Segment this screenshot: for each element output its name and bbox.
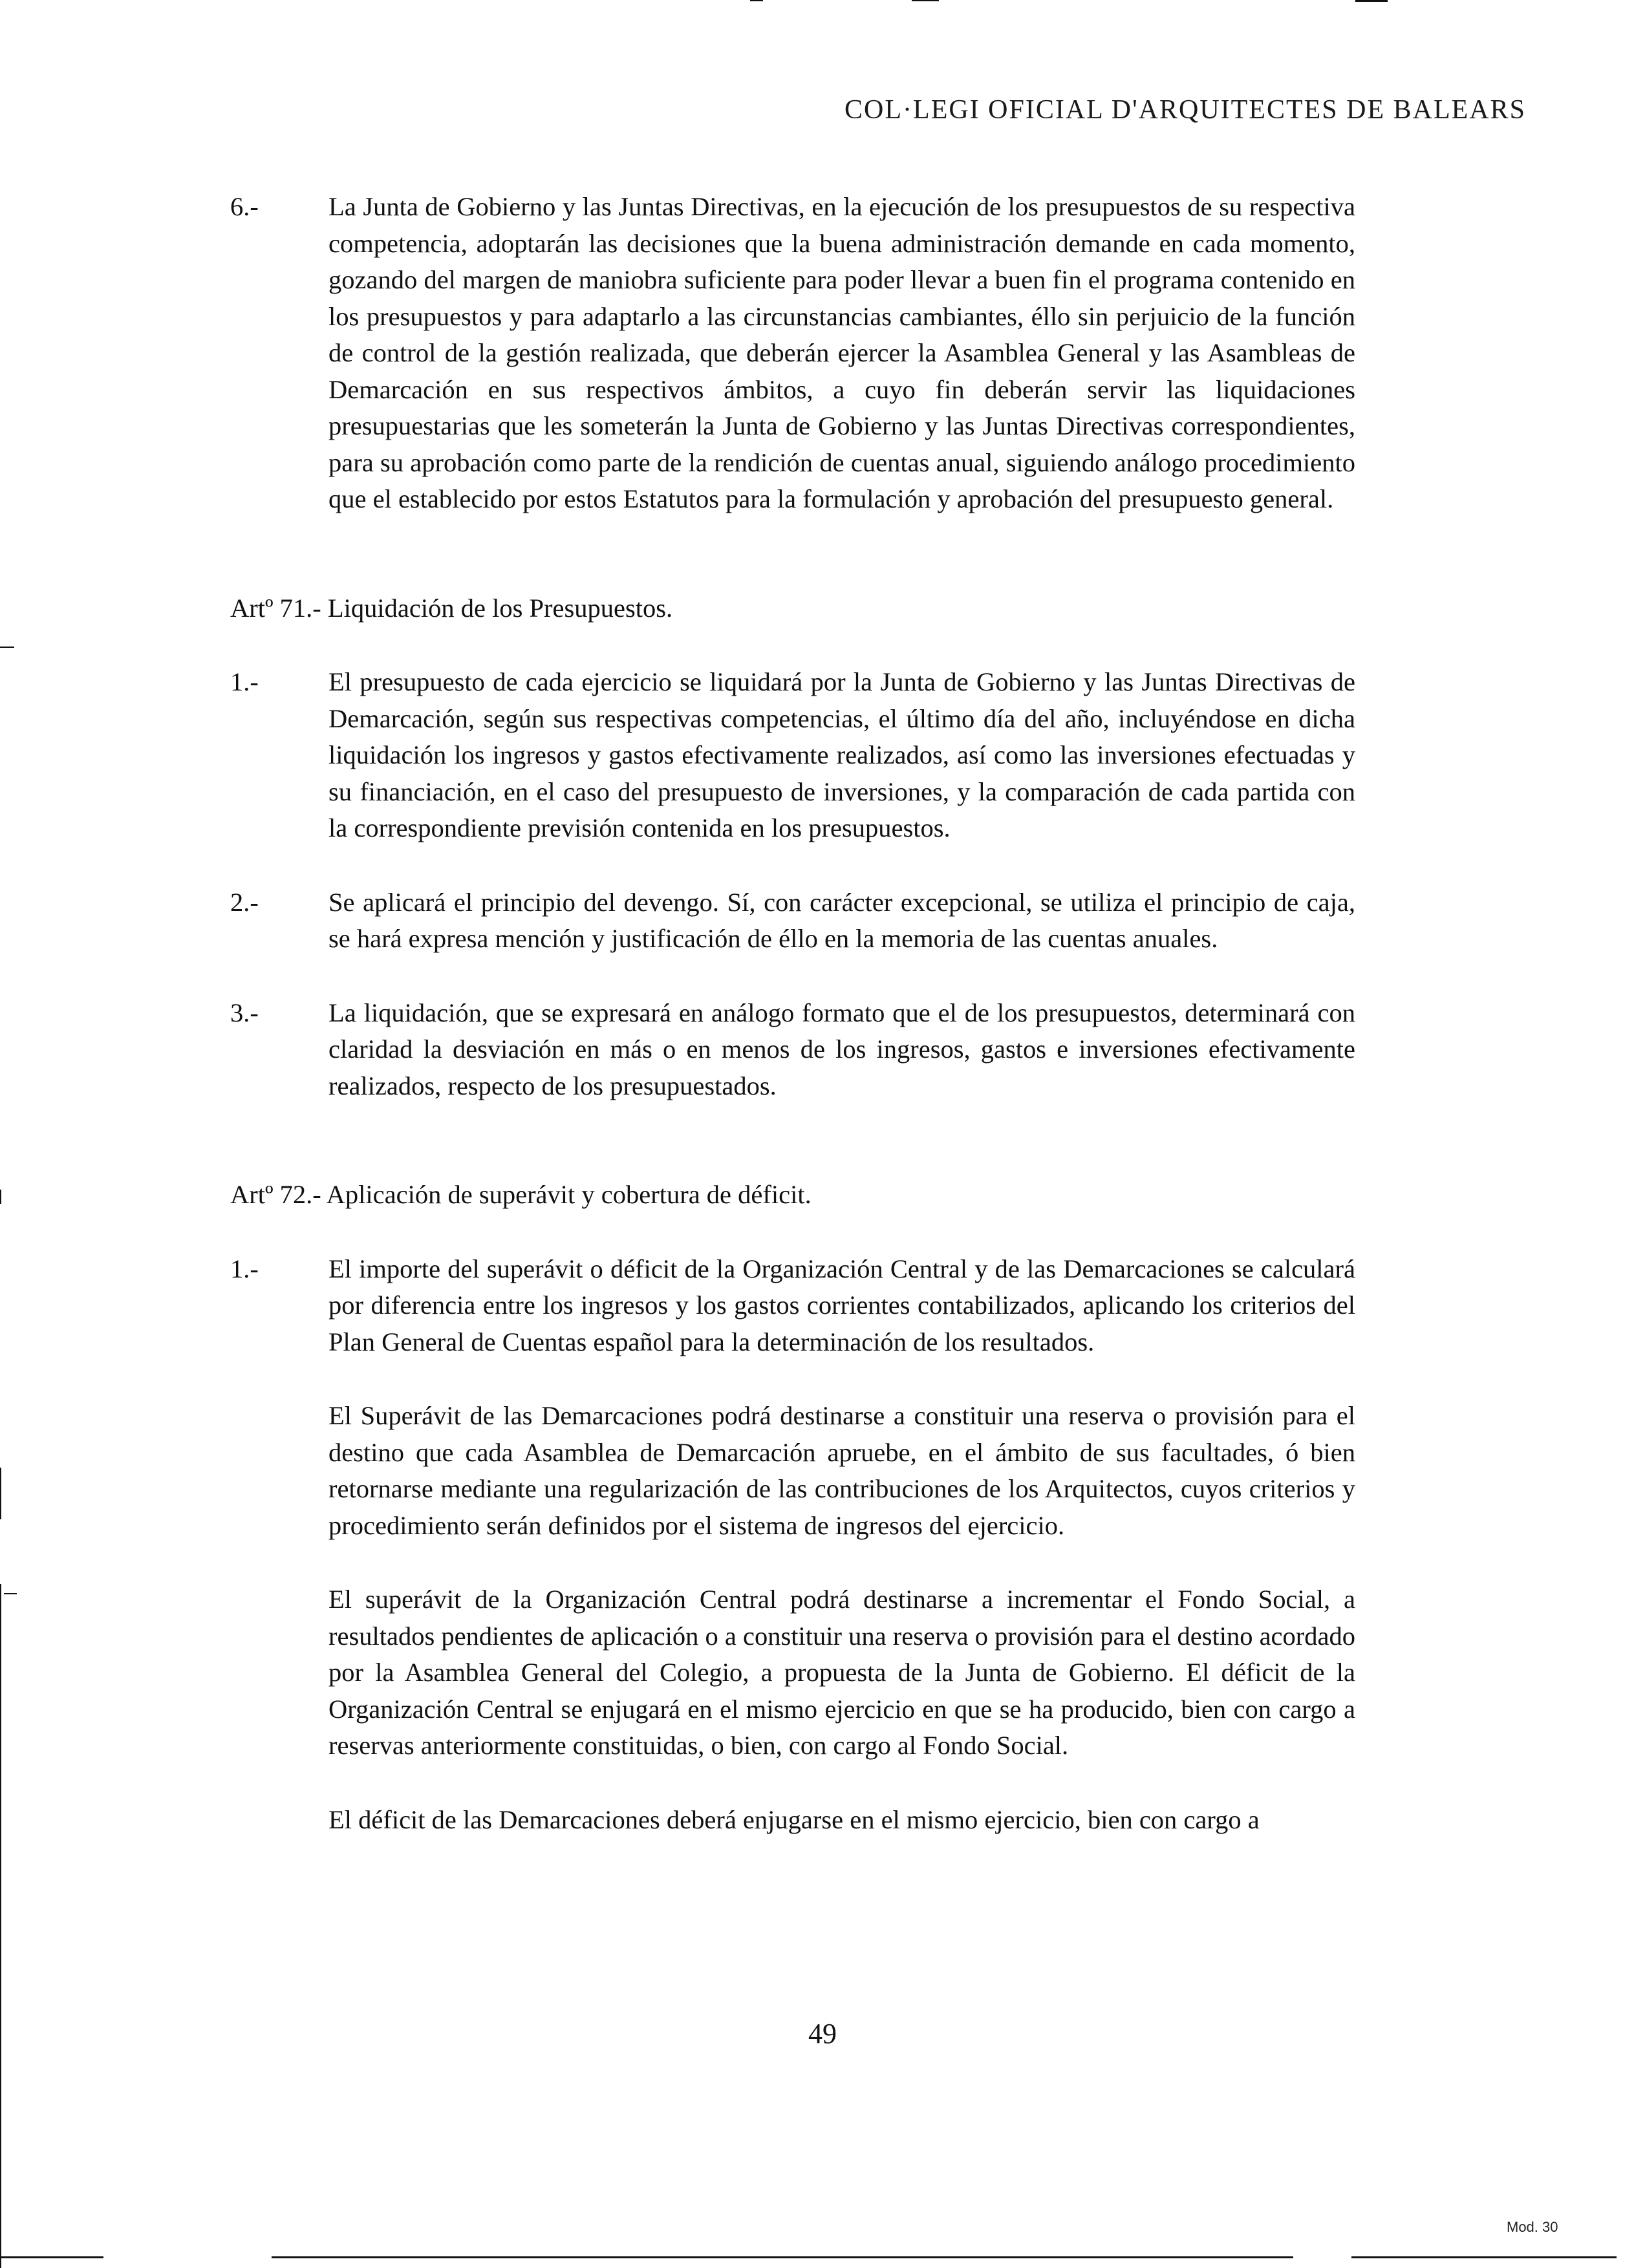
footer-rule: [272, 2256, 1293, 2258]
item-number: 1.-: [230, 667, 259, 696]
article71-item-3: [230, 995, 1355, 1105]
article72-title: Artº 72.- Aplicación de superávit y cobertura de déficit.: [230, 1180, 812, 1209]
article71-item-2: [230, 884, 1355, 957]
item-number: 3.-: [230, 998, 259, 1027]
article72-item-1: [230, 1251, 1355, 1361]
margin-mark: [0, 1468, 1, 1519]
page-number: 49: [808, 2018, 837, 2049]
article72-paragraph: El Superávit de las Demarcaciones podrá destinarse a constituir una reserva o provisión para el destino que cada Asamblea de Demarcación apruebe, en el ámbito de sus facultades, ó bien retornarse mediante una regularización de las contribuciones de los Arquitectos, cuyos criterios y procedimiento serán definidos por el sistema de ingresos del ejercicio.: [328, 1401, 1355, 1540]
scan-edge-mark-top: [912, 0, 939, 1]
margin-mark: [0, 1584, 1, 2268]
item-number: 6.-: [230, 192, 259, 221]
footer-rule: [0, 2256, 103, 2258]
margin-mark: [0, 1190, 1, 1204]
margin-mark: [4, 1593, 17, 1594]
article72-paragraph: El superávit de la Organización Central podrá destinarse a incrementar el Fondo Social, a resultados pendientes de aplicación o a constituir una reserva o provisión para el destino acordado por la Asamblea General del Colegio, a propuesta de la Junta de Gobierno. El déficit de la Organización Central se enjugará en el mismo ejercicio en que se ha producido, bien con cargo a reservas anteriormente constituidas, o bien, con cargo al Fondo Social.: [328, 1585, 1355, 1760]
item-text: La liquidación, que se expresará en análogo formato que el de los presupuestos, determinará con claridad la desviación en más o en menos de los ingresos, gastos e inversiones efectivamente realizados, respecto de los presupuestados.: [328, 998, 1355, 1100]
scan-edge-mark-top: [750, 0, 763, 1]
footer-rule: [1351, 2256, 1617, 2258]
document-body: [230, 189, 1355, 1838]
item-text: Se aplicará el principio del devengo. Sí, con carácter excepcional, se utiliza el principio de caja, se hará expresa mención y justificación de éllo en la memoria de las cuentas anuales.: [328, 887, 1355, 953]
article71-title: Artº 71.- Liquidación de los Presupuestos.: [230, 593, 673, 623]
article71-item-1: [230, 664, 1355, 847]
institution-header: COL·LEGI OFICIAL D'ARQUITECTES DE BALEARS: [844, 95, 1526, 125]
article72-paragraph: El déficit de las Demarcaciones deberá enjugarse en el mismo ejercicio, bien con cargo a: [328, 1804, 1260, 1834]
scan-edge-mark-top: [1355, 0, 1388, 2]
margin-mark: [0, 647, 14, 648]
item-text: La Junta de Gobierno y las Juntas Directivas, en la ejecución de los presupuestos de su respectiva competencia, adoptarán las decisiones que la buena administración demande en cada momento, gozando del margen de maniobra suficiente para poder llevar a buen fin el programa contenido en los presupuestos y para adaptarlo a las circunstancias cambiantes, éllo sin perjuicio de la función de control de la gestión realizada, que deberán ejercer la Asamblea General y las Asambleas de Demarcación en sus respectivos ámbitos, a cuyo fin deberán servir las liquidaciones presupuestarias que les someterán la Junta de Gobierno y las Juntas Directivas correspondientes, para su aprobación como parte de la rendición de cuentas anual, siguiendo análogo procedimiento que el establecido por estos Estatutos para la formulación y aprobación del presupuesto general.: [328, 192, 1355, 513]
item-text: El presupuesto de cada ejercicio se liquidará por la Junta de Gobierno y las Juntas Directivas de Demarcación, según sus respectivas competencias, el último día del año, incluyéndose en dicha liquidación los ingresos y gastos efectivamente realizados, así como las inversiones efectuadas y su financiación, en el caso del presupuesto de inversiones, y la comparación de cada partida con la correspondiente previsión contenida en los presupuestos.: [328, 667, 1355, 842]
article70-item-6: [230, 189, 1355, 518]
form-code: Mod. 30: [1507, 2219, 1558, 2235]
item-number: 1.-: [230, 1254, 259, 1283]
item-text: El importe del superávit o déficit de la Organización Central y de las Demarcaciones se calculará por diferencia entre los ingresos y los gastos corrientes contabilizados, aplicando los criterios del Plan General de Cuentas español para la determinación de los resultados.: [328, 1254, 1355, 1356]
item-number: 2.-: [230, 887, 259, 917]
